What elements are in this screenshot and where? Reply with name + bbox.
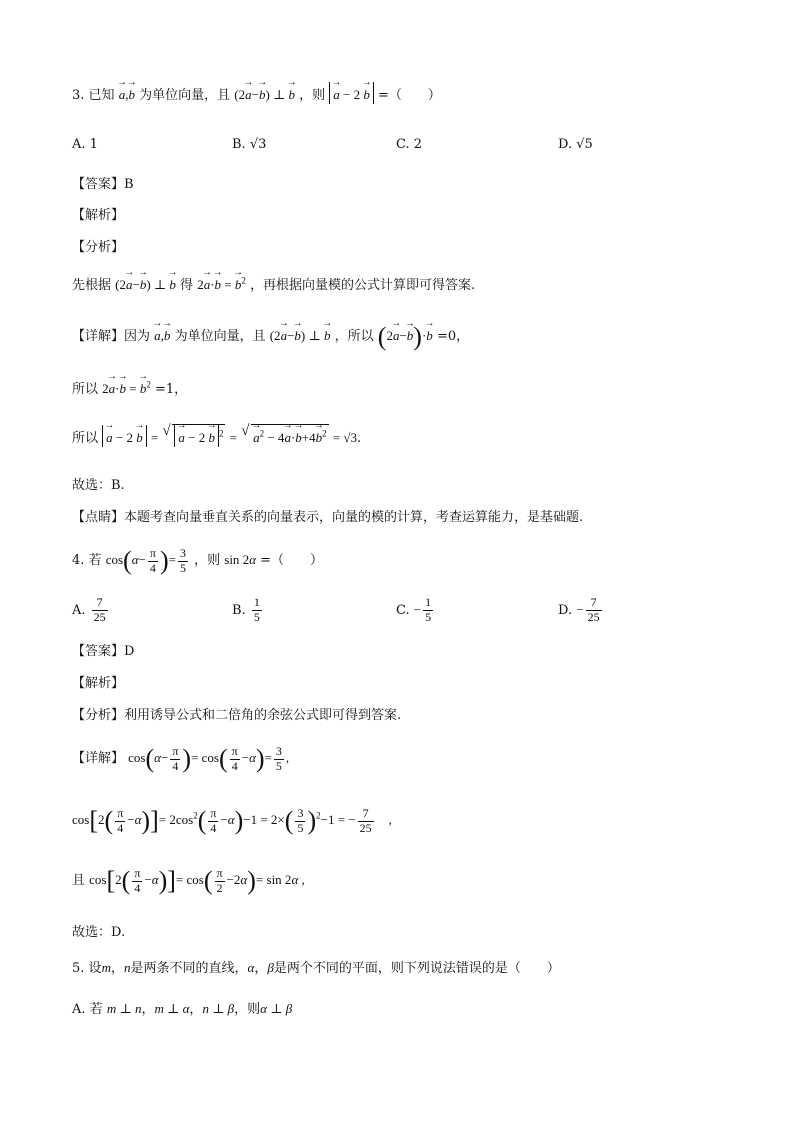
q3-jiexi: 【解析】 [72,208,125,223]
q3-option-a: A. 1 [72,137,98,152]
q4-option-a: A. $\frac{7}{25}$ [72,595,106,624]
q4-option-c: C. − $\frac{1}{5}$ [396,595,432,624]
q3-guxuan: 故选：B. [72,478,125,493]
q3-option-c: C. 2 [396,137,423,152]
q4-option-d: D. − $\frac{7}{25}$ [558,595,600,624]
q3-stem: 3. 已知 → a,→ b 为单位向量，且 (2→ a−→ b) ⊥ → b ，则 → a − 2 → b =（ ） [72,82,441,104]
q3-dianjing: 【点睛】本题考查向量垂直关系的向量表示，向量的模的计算，考查运算能力，是基础题. [72,510,584,525]
q5-option-a: A. 若 m ⊥ n，m ⊥ α，n ⊥ β，则α ⊥ β [72,1001,293,1017]
q4-answer: 【答案】D [72,644,135,659]
q4-jiexi: 【解析】 [72,676,125,691]
q4-fenxi: 【分析】利用诱导公式和二倍角的余弦公式即可得到答案. [72,708,402,723]
q3-xiangjie-line1: 【详解】因为 → a,→ b 为单位向量，且 (2→ a−→ b) ⊥ → b ，所以 (2→ a−→ b)·→ b =0， [72,322,469,352]
q5-stem: 5. 设m，n是两条不同的直线，α，β是两个不同的平面，则下列说法错误的是（ ） [72,960,560,976]
q3-fenxi: 【分析】 [72,240,125,255]
q3-option-b: B. √3 [232,137,267,152]
q4-stem: 4. 若 cos(α− $\frac{\pi}{4}$ )= $\frac{3}{5}$ ，则 sin 2α =（ ） [72,545,324,575]
q4-xiangjie-line2: cos[2( $\frac{\pi}{4}$ $-\alpha)]= 2\cos^2$( $\frac{\pi}{4}$ −α)−1 = 2×( $\frac{3}{5}$ )$^2$−1 = − $\frac{7}{25}$ , [72,805,392,835]
q3-option-d: D. √5 [558,137,593,152]
q3-answer: 【答案】B [72,177,134,192]
q3-xiangjie-line3: 所以 → a − 2 → b = √ → a − 2 → b $^2$ = √ → $a^2 - 4\to a\cdot\to b+4\to b^2 = √3$. [72,424,361,447]
q4-xiangjie-line1: 【详解】 cos(α− $\frac{\pi}{4}$ )= cos( $\frac{\pi}{4}$ −α)= $\frac{3}{5}$ , [72,743,290,773]
q3-xiangjie-line2: 所以 2→ a·→ b = → $b^2 =1$， [72,376,187,397]
q4-option-b: B. $\frac{1}{5}$ [232,595,260,624]
q4-xiangjie-line3: 且 cos[2( $\frac{\pi}{4}$ −α)]= cos( $\frac{\pi}{2}$ −2α)= sin 2α , [72,865,305,895]
q4-guxuan: 故选：D. [72,925,126,940]
q3-fenxi-text: 先根据 (2→ a−→ b) ⊥ → b 得 2→ a·→ b = → $b^2$ ，再根据向量模的公式计算即可得答案. [72,272,475,293]
